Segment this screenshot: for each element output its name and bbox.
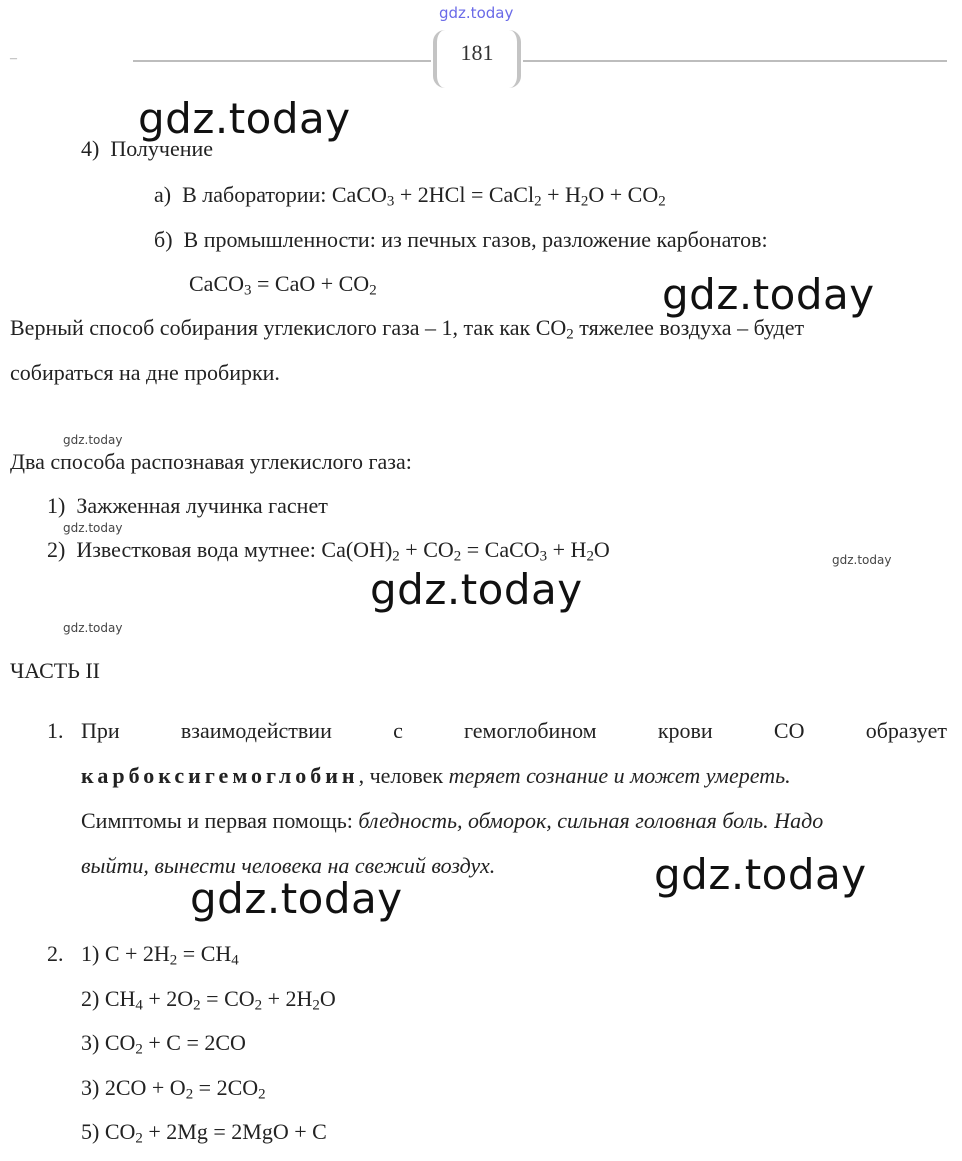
- subscript: 2: [135, 1041, 143, 1058]
- subscript: 2: [169, 952, 178, 969]
- equation-part: 5) CO: [81, 1119, 136, 1144]
- subscript: 2: [135, 1130, 143, 1147]
- equation-part: = CaO + CO: [251, 271, 370, 296]
- subscript: 2: [658, 193, 666, 210]
- watermark-1: gdz.today: [138, 94, 351, 143]
- subscript: 2: [258, 1086, 266, 1103]
- equation-part: + C = 2CO: [142, 1030, 246, 1055]
- q1-line-3: [81, 808, 823, 834]
- equation-part: + H: [541, 182, 581, 207]
- q1-word: взаимодействии: [180, 718, 332, 743]
- equation-part: + 2HCl = CaCl: [394, 182, 535, 207]
- q1-line-1: [81, 718, 947, 744]
- subscript: 2: [392, 548, 400, 565]
- text-part: Симптомы и первая помощь:: [81, 808, 359, 833]
- watermark-small-1: gdz.today: [63, 433, 123, 447]
- watermark-3: gdz.today: [370, 565, 583, 614]
- q1-bold-term: карбоксигемоглобин: [81, 763, 359, 788]
- subscript: 2: [254, 997, 263, 1014]
- subscript: 2: [185, 1086, 194, 1103]
- part2-heading: ЧАСТЬ II: [10, 658, 100, 683]
- italic-text: выйти, вынести человека на свежий воздух.: [81, 853, 496, 878]
- equation-part: = CO: [200, 986, 255, 1011]
- q2-number: 2.: [47, 941, 64, 966]
- q2-equation-1: [81, 941, 239, 967]
- equation-part: + H: [547, 537, 587, 562]
- item-b-text: В промышленности: из печных газов, разложение карбонатов:: [183, 227, 768, 252]
- recognize-title: Два способа распознавая углекислого газа:: [10, 449, 412, 474]
- equation-part: + CO: [399, 537, 454, 562]
- subscript: 2: [566, 326, 574, 343]
- subscript: 3: [386, 193, 395, 210]
- subscript: 3: [244, 282, 252, 299]
- subscript: 2: [580, 193, 589, 210]
- italic-text: бледность, обморок, сильная головная боль. Надо: [358, 808, 824, 833]
- section4-number: 4): [81, 136, 100, 161]
- q1-word: При: [81, 718, 120, 743]
- section4-item-b: [154, 227, 768, 253]
- watermark-4: gdz.today: [654, 850, 867, 899]
- equation-part: + 2Mg = 2MgO + C: [142, 1119, 327, 1144]
- q1-word: крови: [657, 718, 713, 743]
- q1-word: CO: [773, 718, 805, 743]
- watermark-small-3: gdz.today: [832, 553, 892, 567]
- q1-word: образует: [865, 718, 947, 743]
- item-b-label: б): [154, 227, 173, 252]
- list-number: 1): [47, 493, 66, 518]
- recognize-item-1: [47, 493, 328, 519]
- item-a-text: В лаборатории: CaCO: [182, 182, 387, 207]
- section4-title: Получение: [110, 136, 214, 161]
- q2-equation-4: [81, 1075, 266, 1101]
- section4-item-b-equation: [189, 271, 377, 297]
- watermark-small-4: gdz.today: [63, 621, 123, 635]
- q2-equation-2: [81, 986, 336, 1012]
- watermark-5: gdz.today: [190, 874, 403, 923]
- section4-item-a: [154, 182, 666, 208]
- subscript: 2: [586, 548, 594, 565]
- watermark-small-2: gdz.today: [63, 521, 123, 535]
- equation-part: 3) 2CO + O: [81, 1075, 186, 1100]
- q1-number: 1.: [47, 718, 64, 743]
- item-a-label: а): [154, 182, 172, 207]
- equation-part: 1) C + 2H: [81, 941, 170, 966]
- header-rule-right: [523, 60, 947, 62]
- equation-part: = CaCO: [461, 537, 540, 562]
- subscript: 2: [193, 997, 201, 1014]
- italic-text: теряет сознание и может умереть.: [448, 763, 791, 788]
- equation-part: CaCO: [189, 271, 244, 296]
- list-number: 2): [47, 537, 66, 562]
- q1-word: с: [393, 718, 403, 743]
- text-part: Верный способ собирания углекислого газа – 1, так как CO: [10, 315, 567, 340]
- text-part: тяжелее воздуха – будет: [573, 315, 805, 340]
- subscript: 3: [539, 548, 548, 565]
- header-rule-left: [133, 60, 431, 62]
- equation-part: O: [593, 537, 610, 562]
- equation-part: O + CO: [588, 182, 659, 207]
- q1-line-4: [81, 853, 495, 879]
- text-part: , человек: [358, 763, 449, 788]
- subscript: 2: [453, 548, 462, 565]
- equation-part: O: [319, 986, 336, 1011]
- subscript: 4: [231, 952, 239, 969]
- watermark-2: gdz.today: [662, 270, 875, 319]
- subscript: 4: [135, 997, 143, 1014]
- header-dash: –: [10, 51, 17, 66]
- q2-equation-5: [81, 1119, 327, 1145]
- subscript: 2: [312, 997, 320, 1014]
- equation-part: + 2O: [142, 986, 194, 1011]
- subscript: 2: [534, 193, 542, 210]
- equation-part: 3) CO: [81, 1030, 136, 1055]
- q2-equation-3: [81, 1030, 246, 1056]
- equation-part: 2) CH: [81, 986, 136, 1011]
- equation-part: = 2CO: [193, 1075, 259, 1100]
- list-text: Зажженная лучинка гаснет: [76, 493, 328, 518]
- recognize-item-2: [47, 537, 610, 563]
- page-number: 181: [433, 30, 521, 88]
- equation-part: Известковая вода мутнее: Ca(OH): [76, 537, 393, 562]
- collect-line-2: собираться на дне пробирки.: [10, 360, 280, 385]
- q1-word: гемоглобином: [464, 718, 597, 743]
- section4-heading: [81, 136, 213, 162]
- subscript: 2: [369, 282, 377, 299]
- equation-part: + 2H: [262, 986, 313, 1011]
- q1-line-2: [81, 763, 791, 789]
- top-watermark: gdz.today: [439, 4, 514, 22]
- collect-line-1: [10, 315, 804, 341]
- equation-part: = CH: [177, 941, 232, 966]
